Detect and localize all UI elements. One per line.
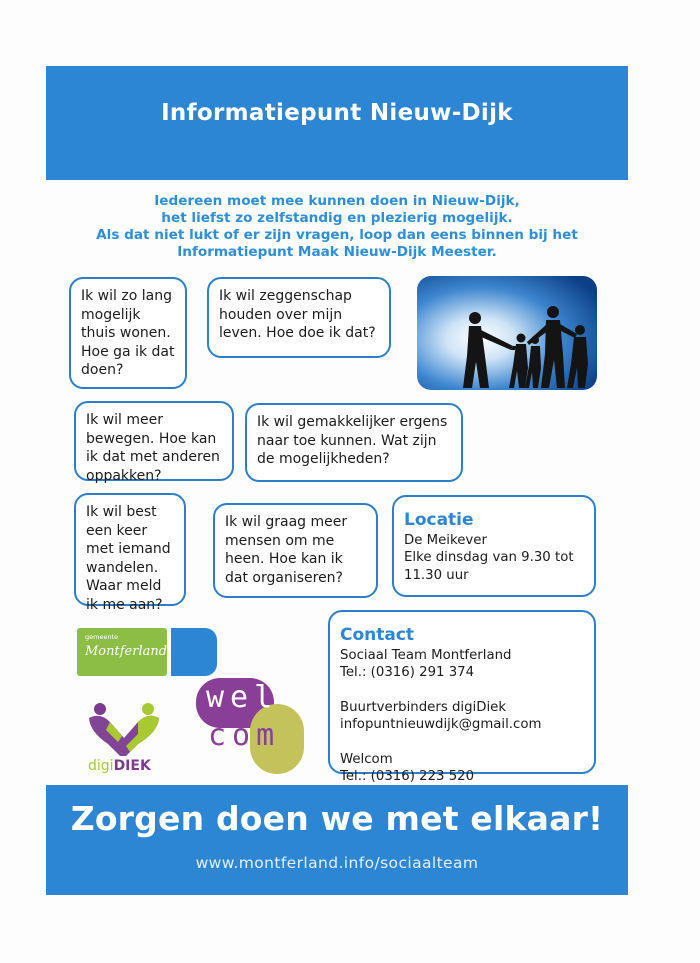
question-bubble: Ik wil zo lang mogelijk thuis wonen. Hoe ga ik dat doen? — [69, 277, 187, 389]
contact-line: Sociaal Team Montferland — [340, 647, 512, 663]
question-bubble: Ik wil graag meer mensen om me heen. Hoe kan ik dat organiseren? — [213, 503, 378, 598]
page-title: Informatiepunt Nieuw-Dijk — [161, 100, 513, 126]
logo-digi-text: digi — [88, 758, 114, 774]
question-bubble: Ik wil meer bewegen. Hoe kan ik dat met anderen oppakken? — [74, 401, 234, 481]
digidiek-logo — [86, 700, 166, 780]
question-bubble: Ik wil best een keer met iemand wandelen. Waar meld ik me aan? — [74, 493, 186, 606]
footer-url[interactable]: www.montferland.info/sociaalteam — [195, 854, 479, 872]
slogan: Zorgen doen we met elkaar! — [70, 799, 604, 838]
intro-text — [46, 193, 628, 261]
welcom-logo — [196, 672, 306, 774]
contact-line: Buurtverbinders digiDiek — [340, 699, 507, 715]
logo-diek-text: DIEK — [113, 758, 151, 774]
contact-phone: Tel.: (0316) 223 520 — [340, 769, 475, 784]
people-holding-hands-icon — [417, 276, 597, 390]
logo-wel-text: wel — [206, 680, 279, 715]
contact-line: Welcom — [340, 751, 393, 767]
location-heading: Locatie — [404, 510, 474, 530]
location-line: Elke dinsdag van 9.30 tot — [404, 550, 574, 565]
location-line: 11.30 uur — [404, 567, 469, 583]
logo-text: Montferland — [85, 644, 168, 659]
intro-line: Informatiepunt Maak Nieuw-Dijk Meester. — [177, 244, 497, 260]
question-bubble: Ik wil gemakkelijker ergens naar toe kunnen. Wat zijn de mogelijkheden? — [245, 403, 463, 482]
footer-banner — [46, 785, 628, 895]
contact-box — [328, 610, 596, 784]
location-box — [392, 495, 596, 597]
contact-phone: Tel.: (0316) 291 374 — [340, 665, 475, 680]
contact-heading: Contact — [340, 625, 415, 645]
people-silhouette-photo — [417, 276, 597, 390]
intro-line: Iedereen moet mee kunnen doen in Nieuw-Dijk, — [154, 193, 520, 209]
montferland-logo — [77, 628, 217, 676]
header-banner — [46, 66, 628, 180]
intro-line: Als dat niet lukt of er zijn vragen, loop dan eens binnen bij het — [96, 227, 578, 243]
two-people-heart-icon — [86, 700, 162, 756]
intro-line: het liefst zo zelfstandig en plezierig mogelijk. — [161, 210, 513, 226]
logo-text-small: gemeente — [85, 633, 119, 641]
question-bubble: Ik wil zeggenschap houden over mijn leven. Hoe doe ik dat? — [207, 277, 391, 358]
location-line: De Meikever — [404, 532, 487, 548]
contact-email: infopuntnieuwdijk@gmail.com — [340, 717, 542, 732]
logo-com-text: com — [208, 718, 281, 753]
